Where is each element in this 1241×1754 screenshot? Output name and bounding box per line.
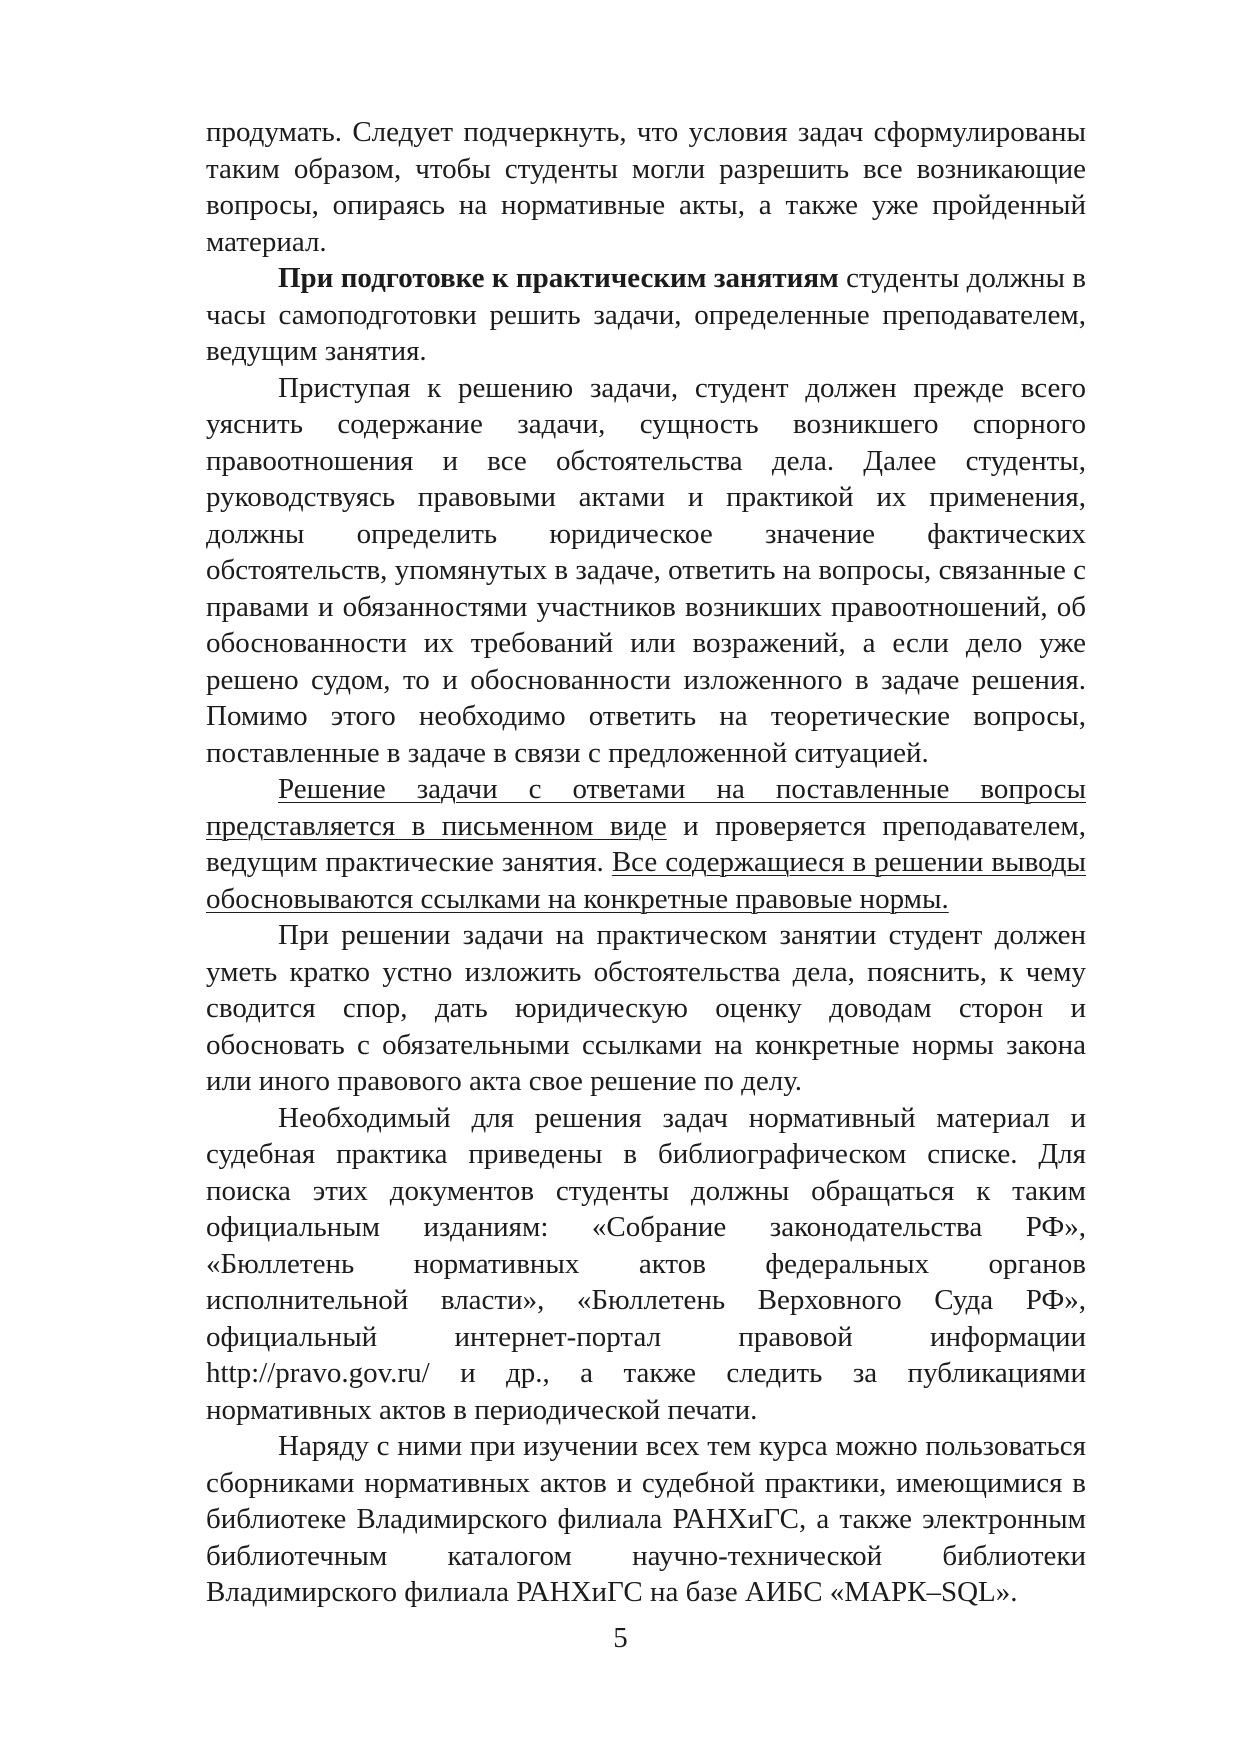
paragraph-7-text: Наряду с ними при изучении всех тем курса можно пользоваться сборниками нормативных актов и судебной практики, имеющимися в библиотеке Владимирского филиала РАНХиГС, а также электронным библиотечным каталогом научно-технической библиотеки Владимирского филиала РАНХиГС на базе АИБС «МАРК–SQL». xyxy=(206,1430,1086,1608)
paragraph-7 xyxy=(206,1428,1086,1611)
paragraph-5 xyxy=(206,917,1086,1100)
paragraph-1-text: продумать. Следует подчеркнуть, что условия задач сформулированы таким образом, чтобы студенты могли разрешить все возникающие вопросы, опираясь на нормативные акты, а также уже пройденный материал. xyxy=(206,116,1086,258)
paragraph-6-text: Необходимый для решения задач нормативный материал и судебная практика приведены в библиографическом списке. Для поиска этих документов студенты должны обращаться к таким официальным изданиям: «Собрание законодательства РФ», «Бюллетень нормативных актов федеральных органов исполнительной власти», «Бюллетень Верховного Суда РФ», официальный интернет-портал правовой информации http://pravo.gov.ru/ и др., а также следить за публикациями нормативных актов в периодической печати. xyxy=(206,1101,1086,1426)
paragraph-4-underlined-tail: Все содержащиеся в решении выводы обосновываются ссылками на конкретные правовые нормы. xyxy=(206,846,1086,915)
paragraph-3-text: Приступая к решению задачи, студент должен прежде всего уяснить содержание задачи, сущность возникшего спорного правоотношения и все обстоятельства дела. Далее студенты, руководствуясь правовыми актами и практикой их применения, должны определить юридическое значение фактических обстоятельств, упомянутых в задаче, ответить на вопросы, связанные с правами и обязанностями участников возникших правоотношений, об обоснованности их требований или возражений, а если дело уже решено судом, то и обоснованности изложенного в задаче решения. Помимо этого необходимо ответить на теоретические вопросы, поставленные в задаче в связи с предложенной ситуацией. xyxy=(206,371,1086,769)
paragraph-4 xyxy=(206,771,1086,917)
paragraph-3 xyxy=(206,370,1086,772)
document-body xyxy=(206,114,1086,1611)
page-number: 5 xyxy=(613,1622,628,1654)
paragraph-4-text: и проверяется преподавателем, ведущим практические занятия. xyxy=(206,809,1086,878)
paragraph-1 xyxy=(206,114,1086,260)
paragraph-6 xyxy=(206,1100,1086,1429)
paragraph-2-text: студенты должны в часы самоподготовки решить задачи, определенные преподавателем, ведущим занятия. xyxy=(206,262,1086,367)
paragraph-5-text: При решении задачи на практическом занятии студент должен уметь кратко устно изложить обстоятельства дела, пояснить, к чему сводится спор, дать юридическую оценку доводам сторон и обосновать с обязательными ссылками на конкретные нормы закона или иного правового акта свое решение по делу. xyxy=(206,919,1086,1097)
paragraph-2-bold-lead: При подготовке к практическим занятиям xyxy=(278,262,839,294)
paragraph-2 xyxy=(206,260,1086,370)
paragraph-4-underlined-lead: Решение задачи с ответами на поставленные вопросы представляется в письменном виде xyxy=(206,773,1086,842)
